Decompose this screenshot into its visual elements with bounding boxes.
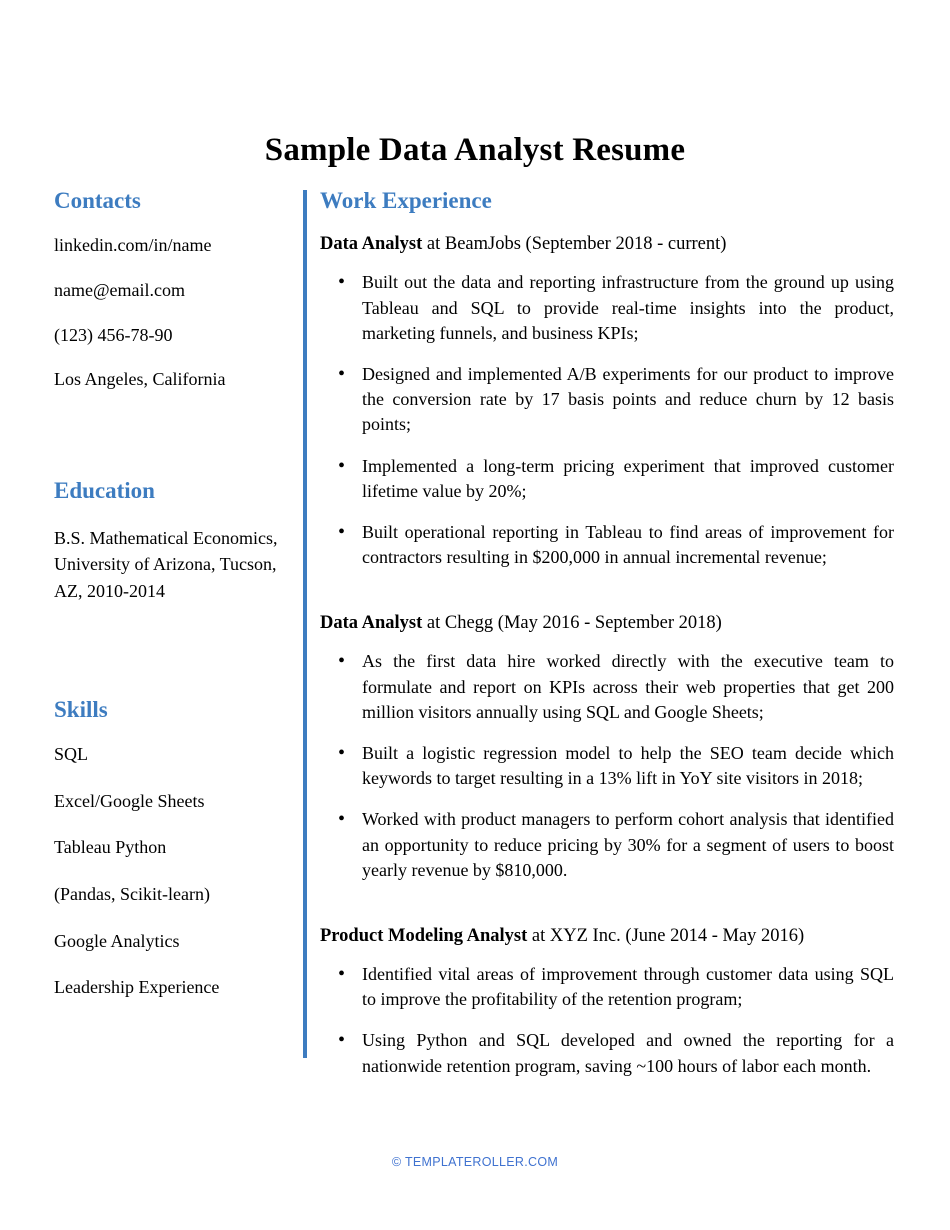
main-column	[320, 188, 894, 1101]
skills-heading: Skills	[54, 696, 108, 722]
bullet-item	[320, 362, 894, 438]
job-bullets	[320, 962, 894, 1079]
skill-item: Tableau Python	[54, 837, 167, 858]
sidebar-spacer-skills	[54, 604, 284, 697]
job-bullets	[320, 270, 894, 570]
skill-item: SQL	[54, 743, 89, 764]
skill-item: Leadership Experience	[54, 977, 220, 998]
job-entry	[320, 233, 894, 570]
section-skills	[54, 697, 284, 998]
job-spacer	[320, 592, 894, 612]
job-role: Data Analyst	[320, 613, 423, 634]
education-heading: Education	[54, 478, 155, 504]
bullet-text: • Built out the data and reporting infrastructure from the ground up using Tableau and SQL to provide real-time insights into the product, marketing funnels, and business KPIs;	[362, 272, 894, 343]
page-title: Sample Data Analyst Resume	[264, 132, 686, 169]
bullet-item	[320, 520, 894, 570]
contact-linkedin[interactable]: linkedin.com/in/name	[54, 235, 212, 256]
job-entry	[320, 612, 894, 883]
skill-item: Google Analytics	[54, 930, 180, 951]
education-entry: B.S. Mathematical Economics, University of Arizona, Tucson, AZ, 2010-2014	[54, 528, 278, 601]
bullet-item	[320, 270, 894, 346]
bullet-item	[320, 454, 894, 504]
sidebar-spacer-education	[54, 390, 284, 478]
bullet-text: • Implemented a long-term pricing experiment that improved customer lifetime value by 20%;	[362, 455, 894, 501]
job-role: Data Analyst	[320, 234, 423, 255]
bullet-item	[320, 741, 894, 791]
contact-location: Los Angeles, California	[54, 369, 226, 390]
footer-watermark[interactable]: © TEMPLATEROLLER.COM	[391, 1155, 559, 1169]
job-meta: at Chegg (May 2016 - September 2018)	[422, 613, 722, 634]
job-role: Product Modeling Analyst	[320, 925, 528, 946]
job-header	[320, 925, 894, 948]
sidebar	[54, 188, 284, 998]
job-spacer	[320, 905, 894, 925]
bullet-item	[320, 962, 894, 1012]
job-header	[320, 233, 894, 256]
contact-phone[interactable]: (123) 456-78-90	[54, 324, 173, 345]
bullet-text: • As the first data hire worked directly with the executive team to formulate and report on KPIs across their web properties that get 200 million visitors annually using SQL and Google Sheets;	[362, 651, 894, 722]
bullet-text: • Worked with product managers to perform cohort analysis that identified an opportunity to reduce pricing by 30% for a segment of users to boost yearly revenue by $810,000.	[362, 809, 894, 880]
skill-item: (Pandas, Scikit-learn)	[54, 883, 210, 904]
job-header	[320, 612, 894, 635]
bullet-text: • Using Python and SQL developed and owned the reporting for a nationwide retention program, saving ~100 hours of labor each month.	[362, 1030, 894, 1076]
bullet-item	[320, 1028, 894, 1078]
contact-email[interactable]: name@email.com	[54, 279, 186, 300]
job-bullets	[320, 649, 894, 883]
job-meta: at XYZ Inc. (June 2014 - May 2016)	[527, 925, 805, 946]
work-experience-heading: Work Experience	[320, 188, 492, 213]
contacts-heading: Contacts	[54, 188, 141, 213]
bullet-text: • Designed and implemented A/B experiments for our product to improve the conversion rate by 17 basis points and reduce churn by 12 basis points;	[362, 363, 894, 435]
job-entry	[320, 925, 894, 1079]
column-divider	[303, 190, 307, 1058]
section-education	[54, 478, 284, 604]
bullet-text: • Identified vital areas of improvement through customer data using SQL to improve the profitability of the retention program;	[362, 964, 894, 1010]
section-contacts	[54, 188, 284, 390]
bullet-item	[320, 649, 894, 725]
bullet-item	[320, 807, 894, 883]
job-meta: at BeamJobs (September 2018 - current)	[422, 234, 727, 255]
bullet-text: • Built a logistic regression model to help the SEO team decide which keywords to target resulting in a 13% lift in YoY site visitors in 2018;	[362, 742, 894, 789]
skill-item: Excel/Google Sheets	[54, 790, 205, 811]
bullet-text: • Built operational reporting in Tableau to find areas of improvement for contractors resulting in $200,000 in annual incremental revenue;	[362, 521, 894, 568]
